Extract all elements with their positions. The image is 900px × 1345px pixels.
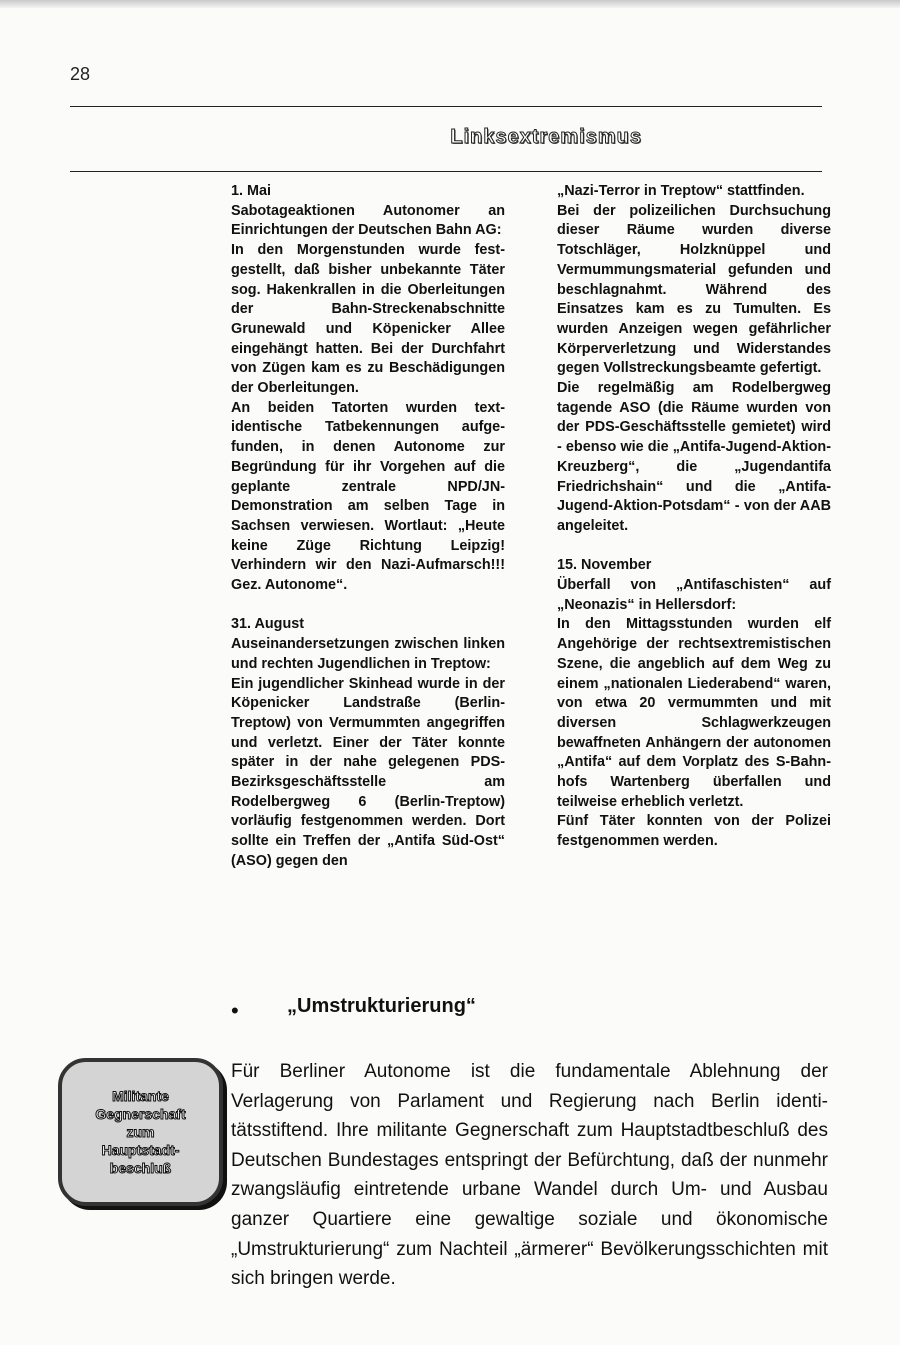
entry-date: 1. Mai [231, 183, 271, 199]
entry-paragraph: Ein jugendlicher Skinhead wurde in der Köpenicker Landstraße (Berlin-Treptow) von Vermummten angegriffen und verletzt. Einer der Täter konnte später in der nahe gelegenen PDS-Bezirksgeschäftsstelle am Rodelbergweg 6 (Berlin-Treptow) vorläufig festgenommen werden. Dort sollte ein Treffen der „Antifa Süd-Ost“ (ASO) gegen den [231, 675, 505, 869]
margin-note-text: Militante Gegnerschaft zum Hauptstadt- beschluß [95, 1088, 186, 1176]
entry-paragraph: In den Mittagsstunden wurden elf Angehörige der rechtsextremistischen Szene, die angeblich auf dem Weg zu einem „nationalen Liederabend“ waren, von etwa 20 vermummten und mit diversen Schlagwerkzeugen bewaffneten Anhängern der autonomen „Antifa“ auf dem Vorplatz des S-Bahnhofs Wartenberg überfallen und teilweise erheblich verletzt. [557, 616, 831, 810]
entry-paragraph: Bei der polizeilichen Durchsuchung dieser Räume wurden diverse Totschläger, Holzknüppel und Vermummungsmaterial gefunden und beschlagnahmt. Während des Einsatzes kam es zu Tumulten. Es wurden Anzeigen wegen gefährlicher Körperverletzung und Widerstandes gegen Vollstreckungsbeamte gefertigt. [557, 202, 831, 377]
entry-paragraph: An beiden Tatorten wurden textidentische Tatbekennungen aufgefunden, in denen Autonome zur Begründung für ihr Vorgehen auf die geplante zentrale NPD/JN-Demonstration am selben Tage in Sachsen verwiesen. Wortlaut: „Heute keine Züge Richtung Leipzig! Verhindern wir den Nazi-Aufmarsch!!! Gez. Autonome“. [231, 399, 505, 594]
entry-paragraph: Fünf Täter konnten von der Polizei festgenommen werden. [557, 813, 831, 850]
entry-paragraph: „Nazi-Terror in Treptow“ stattfinden. [557, 183, 805, 199]
margin-note-box [58, 1058, 223, 1206]
left-column [231, 182, 505, 872]
entry-heading: Überfall von „Antifaschisten“ auf „Neonazis“ in Hellersdorf: [557, 577, 831, 613]
entry-paragraph: In den Morgenstunden wurde festgestellt, daß bisher unbekannte Täter sog. Hakenkrallen in die Oberleitungen der Bahn-Streckenabschnitte Grunewald und Köpenicker Allee eingehängt hatten. Bei der Durchfahrt von Zügen kam es zu Beschädigungen der Oberleitungen. [231, 242, 505, 397]
page-number: 28 [70, 64, 91, 84]
entry-date: 31. August [231, 616, 305, 633]
bullet-icon: • [231, 998, 239, 1023]
entry-heading: Sabotageaktionen Autonomer an Einrichtungen der Deutschen Bahn AG: [231, 202, 505, 239]
scan-edge [0, 0, 900, 8]
header-rule-bottom [70, 171, 822, 172]
section-title: Linksextremismus [450, 126, 642, 148]
entry-spacer [557, 537, 831, 557]
header-rule-top [70, 106, 822, 107]
entry-heading: Auseinandersetzungen zwischen linken und rechten Jugendlichen in Treptow: [231, 636, 505, 672]
entry-date: 15. November [557, 557, 652, 574]
entry-paragraph: Die regelmäßig am Rodelbergweg tagende ASO (die Räume wurden von der PDS-Geschäftsstelle gemietet) wird - ebenso wie die „Antifa-Jugend-Aktion-Kreuzberg“, die „Jugendantifa Friedrichshain“ und die „Antifa-Jugend-Aktion-Potsdam“ - von der AAB angeleitet. [557, 380, 831, 534]
subheading: „Umstrukturierung“ [287, 995, 476, 1017]
body-paragraph: Für Berliner Autonome ist die fundamentale Ablehnung der Verlagerung von Parlament und Regierung nach Berlin identitätsstiftend. Ihre militante Gegnerschaft zum Hauptstadtbeschluß des Deutschen Bundestages entspringt der Befürchtung, daß der nunmehr zwangsläufig eintretende urbane Wandel durch Um- und Ausbau ganzer Quartiere eine gewaltige soziale und ökonomische „Umstrukturierung“ zum Nachteil „ärmerer“ Bevölkerungsschichten mit sich bringen werde. [231, 1061, 828, 1290]
entry-spacer [231, 596, 505, 616]
right-column [557, 182, 831, 852]
